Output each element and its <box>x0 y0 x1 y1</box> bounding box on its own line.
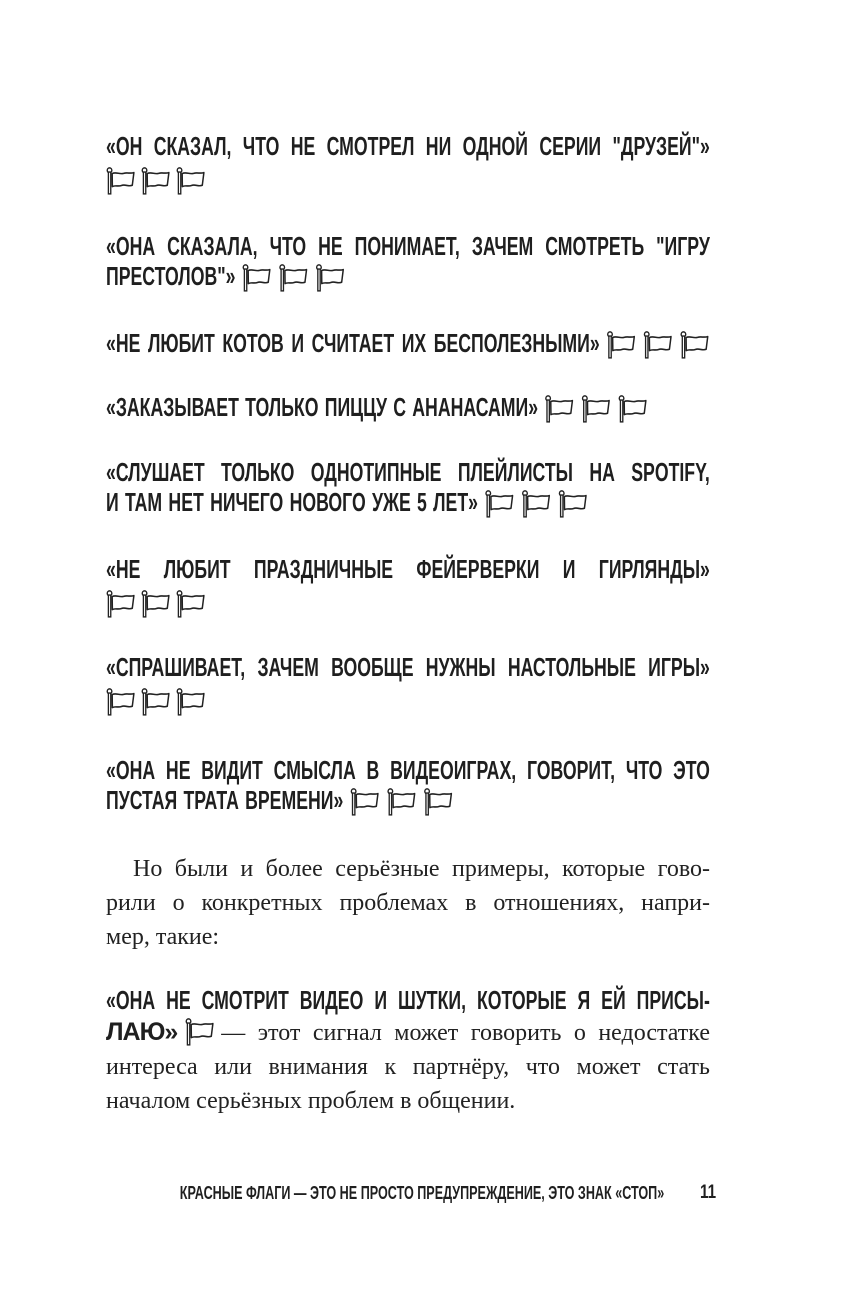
paragraph-line: Но были и более серьёзные примеры, которые гово- <box>133 856 710 882</box>
quote-line <box>106 392 710 423</box>
quote-text <box>106 131 710 161</box>
quote-block-7 <box>106 652 710 718</box>
red-flag-outline-icon <box>185 1018 215 1046</box>
red-flag-outline-icon <box>141 167 171 195</box>
example-paragraph <box>106 985 710 1118</box>
quote-line-text: «ЗАКАЗЫВАЕТ ТОЛЬКО ПИЦЦУ С АНАНАСАМИ» <box>106 392 539 422</box>
quote-text <box>106 457 710 518</box>
quote-text <box>106 231 710 292</box>
red-flag-outline-icon <box>680 331 710 359</box>
red-flag-outline-icon <box>350 788 380 816</box>
quote-line-text: И ТАМ НЕТ НИЧЕГО НОВОГО УЖЕ 5 ЛЕТ» <box>106 487 478 517</box>
red-flag-outline-icon <box>176 167 206 195</box>
page-content <box>106 131 710 1118</box>
red-flag-outline-icon <box>485 490 515 518</box>
red-flag-icons <box>343 785 453 815</box>
quote-line-text: ЛАЮ» <box>106 1018 178 1046</box>
red-flag-icons <box>106 167 710 197</box>
quote-text <box>106 554 710 584</box>
quote-text <box>106 652 710 682</box>
quote-block-6 <box>106 554 710 620</box>
paragraph-line-text: — этот сигнал может говорить о недостатке <box>221 1020 710 1046</box>
quote-line: «ОНА НЕ СМОТРИТ ВИДЕО И ШУТКИ, КОТОРЫЕ Я ЕЙ ПРИСЫ- <box>106 985 710 1015</box>
paragraph-line: мер, такие: <box>106 924 220 950</box>
paragraph-line: рили о конкретных проблемах в отношениях, напри- <box>106 890 710 916</box>
quote-line <box>106 487 710 518</box>
red-flag-outline-icon <box>141 590 171 618</box>
red-flag-icons <box>478 487 588 517</box>
red-flag-outline-icon <box>424 788 454 816</box>
quote-block-8 <box>106 755 710 816</box>
red-flag-outline-icon <box>242 264 272 292</box>
red-flag-outline-icon <box>582 395 612 423</box>
page-number: 11 <box>699 1182 716 1203</box>
red-flag-outline-icon <box>106 590 136 618</box>
footer-running-title: КРАСНЫЕ ФЛАГИ — ЭТО НЕ ПРОСТО ПРЕДУПРЕЖДЕНИЕ, ЭТО ЗНАК «СТОП» <box>179 1183 665 1203</box>
red-flag-outline-icon <box>141 688 171 716</box>
red-flag-outline-icon <box>279 264 309 292</box>
red-flag-outline-icon <box>176 688 206 716</box>
red-flag-outline-icon <box>643 331 673 359</box>
red-flag-icon <box>177 1020 221 1046</box>
quote-block-2 <box>106 231 710 292</box>
quote-block-4 <box>106 392 710 423</box>
quote-line <box>106 328 710 359</box>
quote-line: «СЛУШАЕТ ТОЛЬКО ОДНОТИПНЫЕ ПЛЕЙЛИСТЫ НА SPOTIFY, <box>106 457 710 487</box>
quote-text <box>106 392 710 423</box>
red-flag-outline-icon <box>545 395 575 423</box>
quote-line-text: «НЕ ЛЮБИТ КОТОВ И СЧИТАЕТ ИХ БЕСПОЛЕЗНЫМИ» <box>106 328 600 358</box>
quote-block-1 <box>106 131 710 197</box>
quote-block-3 <box>106 328 710 359</box>
running-footer <box>0 1183 844 1204</box>
quote-line: «НЕ ЛЮБИТ ПРАЗДНИЧНЫЕ ФЕЙЕРВЕРКИ И ГИРЛЯНДЫ» <box>106 554 710 584</box>
quote-line: «СПРАШИВАЕТ, ЗАЧЕМ ВООБЩЕ НУЖНЫ НАСТОЛЬНЫЕ ИГРЫ» <box>106 652 710 682</box>
quote-line <box>106 785 710 816</box>
quote-text <box>106 328 710 359</box>
paragraph-line <box>106 1015 710 1050</box>
red-flag-outline-icon <box>558 490 588 518</box>
red-flag-icons <box>235 261 345 291</box>
quote-line-text: ПУСТАЯ ТРАТА ВРЕМЕНИ» <box>106 785 344 815</box>
red-flag-icons <box>106 590 710 620</box>
red-flag-outline-icon <box>618 395 648 423</box>
quote-line: «ОНА СКАЗАЛА, ЧТО НЕ ПОНИМАЕТ, ЗАЧЕМ СМОТРЕТЬ "ИГРУ <box>106 231 710 261</box>
paragraph-line: началом серьёзных проблем в общении. <box>106 1088 516 1114</box>
red-flag-icons <box>106 688 710 718</box>
quote-text <box>106 755 710 816</box>
red-flag-outline-icon <box>521 490 551 518</box>
red-flag-outline-icon <box>316 264 346 292</box>
quote-line: «ОНА НЕ ВИДИТ СМЫСЛА В ВИДЕОИГРАХ, ГОВОРИТ, ЧТО ЭТО <box>106 755 710 785</box>
quote-line-text: ПРЕСТОЛОВ"» <box>106 261 236 291</box>
red-flag-outline-icon <box>387 788 417 816</box>
quote-line: «ОН СКАЗАЛ, ЧТО НЕ СМОТРЕЛ НИ ОДНОЙ СЕРИИ "ДРУЗЕЙ"» <box>106 131 710 161</box>
example-caps-text <box>106 985 710 1015</box>
red-flag-icons <box>538 392 648 422</box>
quote-block-5 <box>106 457 710 518</box>
paragraph-line: интереса или внимания к партнёру, что может стать <box>106 1054 710 1080</box>
red-flag-outline-icon <box>176 590 206 618</box>
quote-line <box>106 261 710 292</box>
red-flag-icons <box>600 328 710 358</box>
intro-paragraph <box>106 852 710 954</box>
red-flag-outline-icon <box>106 167 136 195</box>
red-flag-outline-icon <box>606 331 636 359</box>
red-flag-outline-icon <box>106 688 136 716</box>
